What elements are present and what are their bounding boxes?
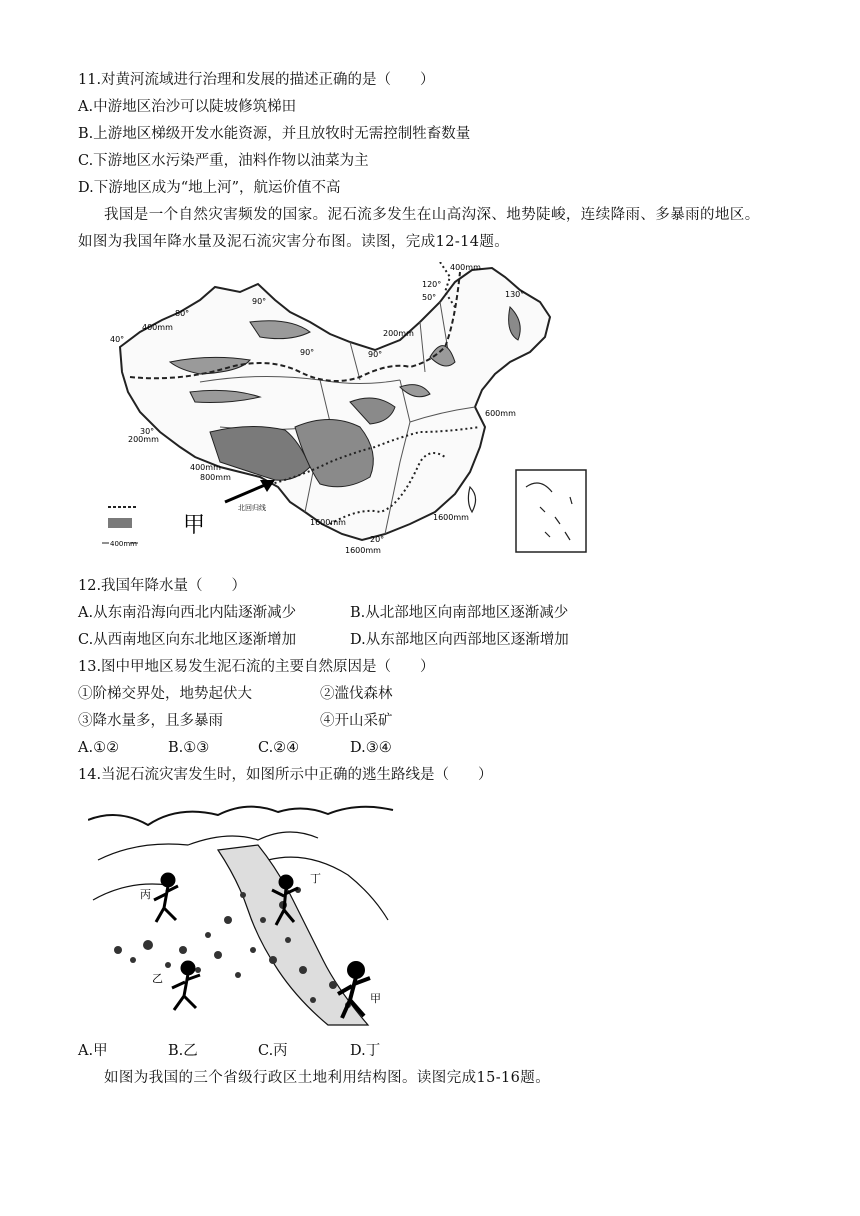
q13-stem: 13.图中甲地区易发生泥石流的主要自然原因是（ ） — [78, 659, 435, 675]
q11-stem: 11.对黄河流域进行治理和发展的描述正确的是（ ） — [78, 72, 435, 88]
label-200mm-west: 200mm — [128, 435, 159, 444]
label-1600mm-b: 1600mm — [433, 513, 469, 522]
svg-text:90°: 90° — [368, 350, 383, 359]
label-jia: 甲 — [370, 992, 381, 1005]
label-1600mm-a: 1600mm — [310, 518, 346, 527]
svg-text:20°: 20° — [370, 535, 385, 544]
label-200mm-east: 200mm — [383, 329, 414, 338]
q11-option-a: A.中游地区治沙可以陡坡修筑梯田 — [78, 99, 297, 115]
passage2-line1: 如图为我国的三个省级行政区土地利用结构图。读图完成15-16题。 — [104, 1070, 551, 1086]
label-1600mm-c: 1600mm — [345, 546, 381, 555]
label-800mm: 800mm — [200, 473, 231, 482]
q13-option-b: B.①③ — [168, 740, 210, 756]
q14-option-c: C.丙 — [258, 1043, 288, 1059]
svg-text:90°: 90° — [300, 348, 315, 357]
svg-text:50°: 50° — [422, 293, 437, 302]
svg-text:130°: 130° — [505, 290, 525, 299]
q13-item-1: ①阶梯交界处，地势起伏大 — [78, 686, 252, 702]
q14-option-d: D.丁 — [350, 1043, 381, 1059]
label-bing: 丙 — [140, 888, 151, 901]
escape-route-illustration — [88, 800, 403, 1032]
q14-option-b: B.乙 — [168, 1043, 198, 1059]
q12-stem: 12.我国年降水量（ ） — [78, 578, 247, 594]
q14-stem: 14.当泥石流灾害发生时，如图所示中正确的逃生路线是（ ） — [78, 767, 493, 783]
q11-option-b: B.上游地区梯级开发水能资源，并且放牧时无需控制牲畜数量 — [78, 126, 471, 142]
tropic-label: 北回归线 — [238, 504, 266, 512]
q12-option-c: C.从西南地区向东北地区逐渐增加 — [78, 632, 297, 648]
label-600mm: 600mm — [485, 409, 516, 418]
q11-option-d: D.下游地区成为“地上河”，航运价值不高 — [78, 180, 341, 196]
label-400mm-north: 400mm — [450, 263, 481, 272]
person-bing — [154, 874, 178, 922]
q14-option-a: A.甲 — [78, 1043, 108, 1059]
q13-option-d: D.③④ — [350, 740, 392, 756]
q11-option-c: C.下游地区水污染严重，油料作物以油菜为主 — [78, 153, 369, 169]
debris-flow-channel — [218, 845, 368, 1025]
q13-option-c: C.②④ — [258, 740, 300, 756]
label-400mm-south: 400mm — [190, 463, 221, 472]
legend-isohyet-label: 400mm — [110, 540, 137, 548]
south-china-sea-inset — [516, 470, 586, 552]
q12-option-b: B.从北部地区向南部地区逐渐减少 — [350, 605, 569, 621]
legend-jia-label: 甲 — [183, 513, 206, 538]
svg-text:30°: 30° — [140, 427, 155, 436]
label-yi: 乙 — [152, 972, 163, 985]
svg-text:90°: 90° — [252, 297, 267, 306]
svg-text:40°: 40° — [110, 335, 125, 344]
label-400mm-west: 400mm — [142, 323, 173, 332]
q13-option-a: A.①② — [78, 740, 120, 756]
svg-text:80°: 80° — [175, 309, 190, 318]
q12-option-d: D.从东部地区向西部地区逐渐增加 — [350, 632, 569, 648]
precipitation-debris-flow-map — [100, 262, 600, 557]
legend-shaded-swatch — [108, 518, 132, 528]
q12-option-a: A.从东南沿海向西北内陆逐渐减少 — [78, 605, 297, 621]
q13-item-4: ④开山采矿 — [320, 713, 393, 729]
label-ding: 丁 — [310, 872, 321, 885]
passage1-line2: 如图为我国年降水量及泥石流灾害分布图。读图，完成12-14题。 — [78, 234, 510, 250]
passage1-line1: 我国是一个自然灾害频发的国家。泥石流多发生在山高沟深、地势陡峻，连续降雨、多暴雨的地区。 — [104, 207, 760, 223]
svg-text:120°: 120° — [422, 280, 442, 289]
q13-item-3: ③降水量多，且多暴雨 — [78, 713, 223, 729]
q13-item-2: ②滥伐森林 — [320, 686, 393, 702]
